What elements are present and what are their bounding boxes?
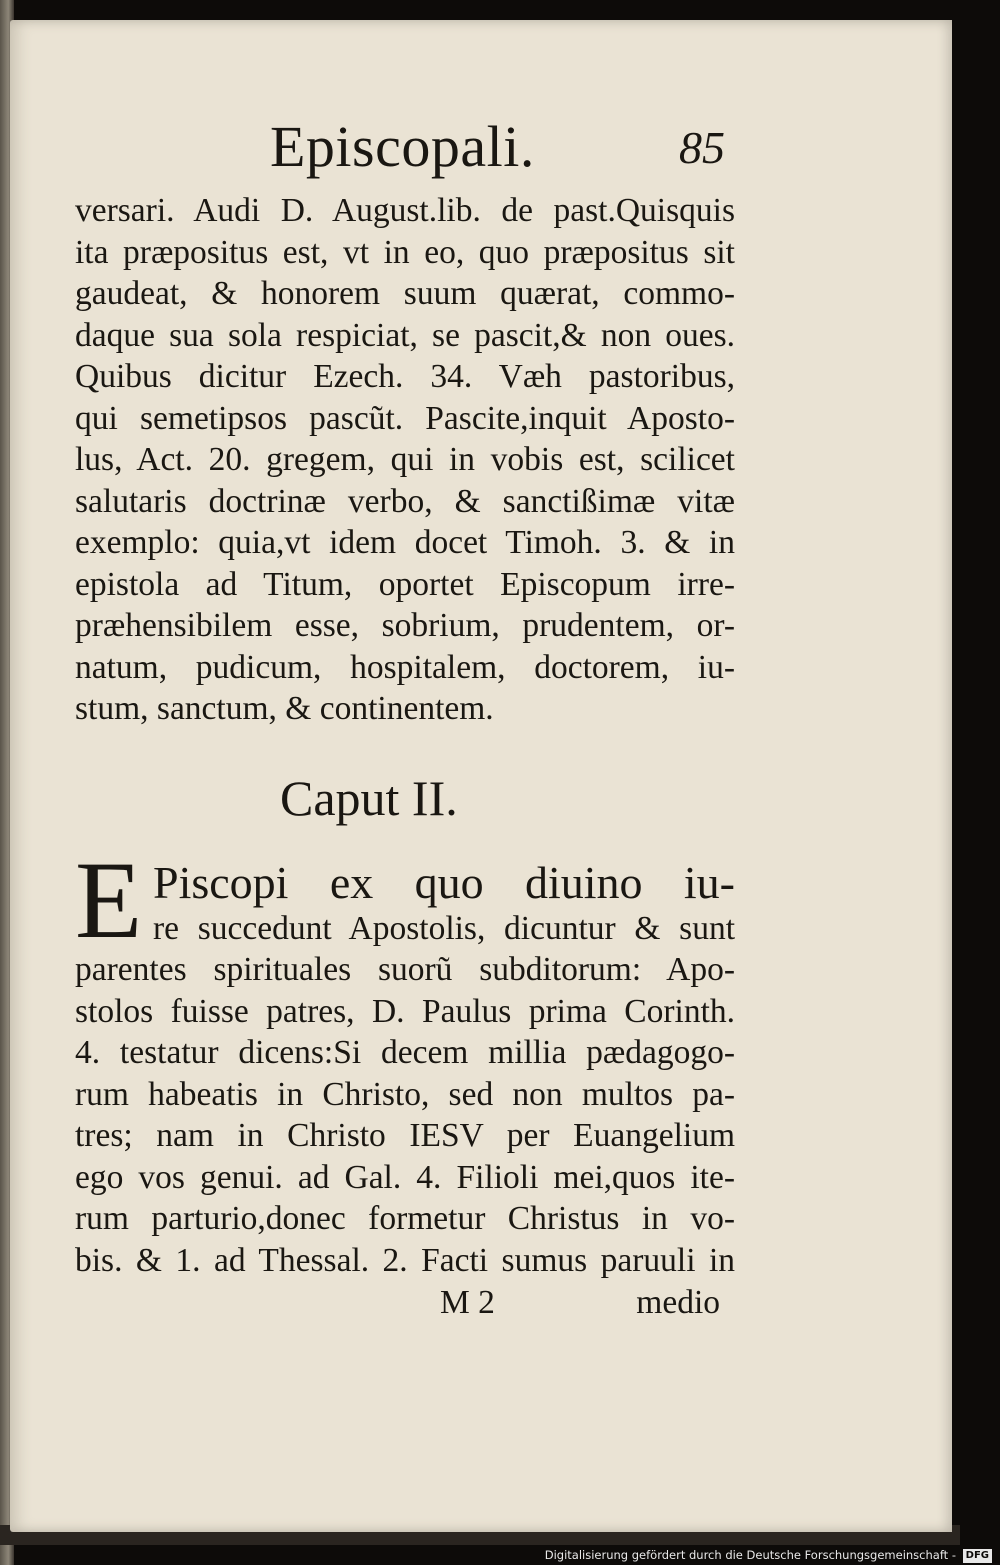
chapter-title: Caput II. xyxy=(280,769,458,826)
page-footer xyxy=(75,1281,735,1325)
chapter-paragraph xyxy=(75,838,735,1282)
text-line: natum, pudicum, hospitalem, doctorem, iu- xyxy=(75,648,735,686)
text-line: qui semetipsos pascũt. Pascite,inquit Apostо- xyxy=(75,399,735,437)
text-line: epistola ad Titum, oportet Episcopum irre- xyxy=(75,565,735,603)
text-line: daque sua sola respiciat, se pascit,& non oues. xyxy=(75,316,735,354)
text-line: versari. Audi D. August.lib. de past.Quisquis xyxy=(75,192,735,229)
text-line: ita præpositus est, vt in eo, quo præpositus sit xyxy=(75,233,735,271)
text-line: gaudeat, & honorem suum quærat, commo- xyxy=(75,275,735,312)
page-text xyxy=(75,95,735,1325)
text-line: præhensibilem esse, sobrium, prudentem, or- xyxy=(75,607,735,644)
text-line: rum parturio,donec formetur Christus in vo- xyxy=(75,1200,735,1237)
page-number: 85 xyxy=(679,122,725,173)
dfg-logo: DFG xyxy=(963,1549,992,1563)
chapter-first-line: Piscopi ex quo diuino iu- xyxy=(153,856,735,908)
text-line: bis. & 1. ad Thessal. 2. Facti sumus paruuli in xyxy=(75,1241,735,1279)
text-line: ego vos genui. ad Gal. 4. Filioli mei,quos ite- xyxy=(75,1158,735,1196)
credit-text: Digitalisierung gefördert durch die Deutsche Forschungsgemeinschaft - xyxy=(544,1548,956,1562)
text-line: 4. testatur dicens:Si decem millia pædagogo- xyxy=(75,1034,735,1071)
text-line: stolos fuisse patres, D. Paulus prima Corinth. xyxy=(75,992,735,1030)
text-line: tres; nam in Christo IESV per Euangelium xyxy=(75,1117,735,1154)
drop-cap: E xyxy=(75,838,143,961)
digitization-credit xyxy=(545,1545,992,1565)
paragraph-1 xyxy=(75,190,735,730)
text-line: re succedunt Apostolis, dicuntur & sunt xyxy=(153,909,735,947)
text-line: lus, Act. 20. gregem, qui in vobis est, scilicet xyxy=(75,441,735,478)
page-header xyxy=(75,95,735,190)
text-line: salutaris doctrinæ verbo, & sanctißimæ vitæ xyxy=(75,482,735,520)
text-line: stum, sanctum, & continentem. xyxy=(75,690,494,727)
signature-mark: M 2 xyxy=(440,1284,495,1321)
catchword: medio xyxy=(636,1284,720,1321)
text-line: rum habeatis in Christo, sed non multos pa- xyxy=(75,1075,735,1113)
text-line: Quibus dicitur Ezech. 34. Væh pastoribus, xyxy=(75,358,735,395)
text-line: parentes spirituales suorũ subditorum: Apo- xyxy=(75,951,735,988)
text-line: exemplo: quia,vt idem docet Timoh. 3. & in xyxy=(75,524,735,561)
running-head: Episcopali. xyxy=(270,114,535,179)
